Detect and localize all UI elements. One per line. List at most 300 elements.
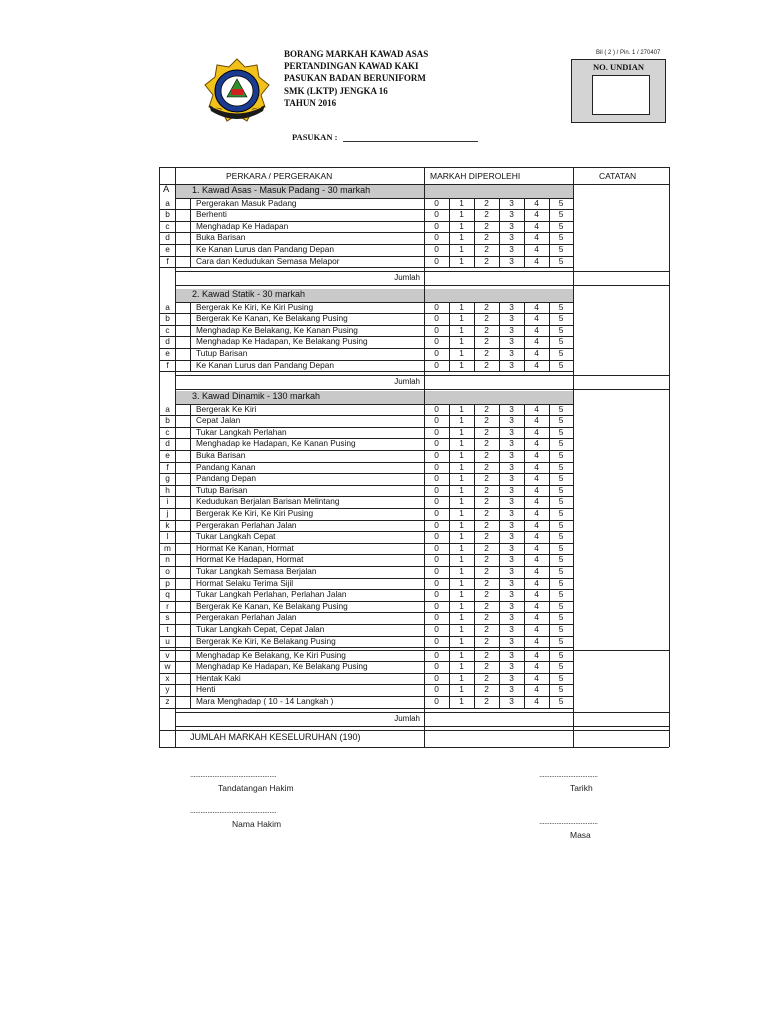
score-option[interactable]: 2 — [484, 649, 489, 660]
score-option[interactable]: 3 — [509, 507, 514, 518]
score-option[interactable]: 0 — [434, 197, 439, 208]
score-option[interactable]: 5 — [558, 301, 564, 312]
score-option[interactable]: 4 — [534, 220, 539, 231]
score-option[interactable]: 1 — [459, 565, 464, 576]
score-option[interactable]: 0 — [434, 684, 439, 695]
score-option[interactable]: 5 — [558, 684, 564, 695]
score-option[interactable]: 0 — [434, 507, 439, 518]
item-letter: d — [165, 336, 170, 347]
item-label: Pergerakan Perlahan Jalan — [196, 612, 297, 623]
score-option[interactable]: 3 — [509, 197, 514, 208]
score-option[interactable]: 2 — [484, 461, 489, 472]
item-label: Menghadap ke Hadapan, Ke Kanan Pusing — [196, 438, 356, 449]
score-option[interactable]: 2 — [484, 577, 489, 588]
score-option[interactable]: 4 — [534, 209, 539, 220]
item-label: Henti — [196, 684, 216, 695]
score-option[interactable]: 4 — [534, 554, 539, 565]
score-option[interactable]: 2 — [484, 209, 489, 220]
grand-total-label: JUMLAH MARKAH KESELURUHAN (190) — [190, 732, 361, 742]
score-option[interactable]: 0 — [434, 623, 439, 634]
score-option[interactable]: 1 — [459, 415, 464, 426]
score-option[interactable]: 0 — [434, 542, 439, 553]
score-option[interactable]: 5 — [558, 415, 564, 426]
score-option[interactable]: 3 — [509, 684, 514, 695]
score-option[interactable]: 0 — [434, 220, 439, 231]
pasukan-field[interactable] — [343, 141, 478, 142]
score-option[interactable]: 0 — [434, 589, 439, 600]
score-option[interactable]: 3 — [509, 403, 514, 414]
score-option[interactable]: 3 — [509, 255, 514, 266]
score-option[interactable]: 1 — [459, 635, 464, 646]
score-option[interactable]: 1 — [459, 324, 464, 335]
score-option[interactable]: 0 — [434, 635, 439, 646]
score-option[interactable]: 0 — [434, 313, 439, 324]
score-option[interactable]: 4 — [534, 589, 539, 600]
score-option[interactable]: 5 — [558, 635, 564, 646]
score-option[interactable]: 0 — [434, 519, 439, 530]
table-rule — [190, 302, 191, 372]
score-option[interactable]: 3 — [509, 473, 514, 484]
item-letter: z — [165, 696, 170, 706]
score-option[interactable]: 1 — [459, 661, 464, 672]
score-option[interactable]: 2 — [484, 313, 489, 324]
table-rule — [175, 726, 669, 727]
masa-label: Masa — [570, 830, 591, 840]
score-option[interactable]: 2 — [484, 612, 489, 623]
score-option[interactable]: 1 — [459, 696, 464, 706]
table-rule — [159, 730, 669, 731]
score-option[interactable]: 3 — [509, 649, 514, 660]
score-option[interactable]: 5 — [558, 313, 564, 324]
score-option[interactable]: 1 — [459, 554, 464, 565]
item-label: Bergerak Ke Kiri, Ke Kiri Pusing — [196, 507, 314, 518]
score-option[interactable]: 2 — [484, 255, 489, 266]
item-letter: j — [166, 507, 169, 518]
item-letter: o — [165, 565, 170, 576]
score-option[interactable]: 2 — [484, 554, 489, 565]
score-option[interactable]: 3 — [509, 496, 514, 507]
score-option[interactable]: 5 — [558, 649, 564, 660]
score-option[interactable]: 1 — [459, 255, 464, 266]
score-option[interactable]: 1 — [459, 301, 464, 312]
item-label: Tukar Langkah Cepat, Cepat Jalan — [196, 623, 325, 634]
score-option[interactable]: 5 — [558, 484, 564, 495]
score-option[interactable]: 0 — [434, 649, 439, 660]
score-option[interactable]: 4 — [534, 565, 539, 576]
score-option[interactable]: 2 — [484, 635, 489, 646]
score-option[interactable]: 0 — [434, 324, 439, 335]
score-option[interactable]: 4 — [534, 449, 539, 460]
score-option[interactable]: 0 — [434, 461, 439, 472]
table-rule — [549, 198, 550, 268]
score-option[interactable]: 3 — [509, 313, 514, 324]
no-undian-field[interactable] — [592, 75, 650, 115]
score-option[interactable]: 3 — [509, 232, 514, 243]
score-option[interactable]: 0 — [434, 577, 439, 588]
score-option[interactable]: 5 — [558, 426, 564, 437]
score-option[interactable]: 3 — [509, 484, 514, 495]
score-option[interactable]: 2 — [484, 484, 489, 495]
item-letter: x — [165, 672, 170, 683]
score-option[interactable]: 3 — [509, 672, 514, 683]
section-band — [425, 391, 573, 404]
header-line: PASUKAN BADAN BERUNIFORM — [284, 73, 426, 84]
table-rule — [524, 404, 525, 708]
item-label: Bergerak Ke Kiri, Ke Kiri Pusing — [196, 301, 314, 312]
score-option[interactable]: 4 — [534, 531, 539, 542]
score-option[interactable]: 1 — [459, 449, 464, 460]
score-option[interactable]: 4 — [534, 484, 539, 495]
score-option[interactable]: 4 — [534, 542, 539, 553]
name-line[interactable]: .................................................. — [190, 806, 277, 815]
score-option[interactable]: 0 — [434, 672, 439, 683]
item-label: Hormat Ke Hadapan, Hormat — [196, 554, 304, 565]
item-label: Menghadap Ke Belakang, Ke Kiri Pusing — [196, 649, 346, 660]
score-option[interactable]: 4 — [534, 600, 539, 611]
score-option[interactable]: 4 — [534, 661, 539, 672]
table-rule — [474, 404, 475, 708]
score-option[interactable]: 2 — [484, 473, 489, 484]
score-option[interactable]: 4 — [534, 415, 539, 426]
table-rule — [190, 198, 191, 268]
score-option[interactable]: 5 — [558, 612, 564, 623]
signature-line[interactable]: .................................................. — [190, 770, 277, 779]
score-option[interactable]: 0 — [434, 496, 439, 507]
score-option[interactable]: 0 — [434, 554, 439, 565]
score-option[interactable]: 0 — [434, 209, 439, 220]
score-option[interactable]: 3 — [509, 426, 514, 437]
score-option[interactable]: 5 — [558, 232, 564, 243]
col-markah-header: MARKAH DIPEROLEHI — [430, 171, 521, 181]
score-option[interactable]: 5 — [558, 255, 564, 266]
score-option[interactable]: 1 — [459, 232, 464, 243]
score-option[interactable]: 1 — [459, 623, 464, 634]
item-label: Tutup Barisan — [196, 347, 248, 358]
score-option[interactable]: 2 — [484, 672, 489, 683]
score-option[interactable]: 4 — [534, 336, 539, 347]
score-option[interactable]: 4 — [534, 197, 539, 208]
score-option[interactable]: 5 — [558, 589, 564, 600]
score-option[interactable]: 3 — [509, 612, 514, 623]
score-option[interactable]: 3 — [509, 696, 514, 706]
score-option[interactable]: 5 — [558, 672, 564, 683]
score-option[interactable]: 2 — [484, 519, 489, 530]
score-option[interactable]: 2 — [484, 359, 489, 370]
score-option[interactable]: 1 — [459, 672, 464, 683]
score-option[interactable]: 3 — [509, 554, 514, 565]
score-option[interactable]: 1 — [459, 519, 464, 530]
score-option[interactable]: 3 — [509, 359, 514, 370]
score-option[interactable]: 2 — [484, 232, 489, 243]
item-label: Pandang Depan — [196, 473, 256, 484]
score-option[interactable]: 0 — [434, 696, 439, 706]
score-option[interactable]: 1 — [459, 600, 464, 611]
item-label: Kedudukan Berjalan Barisan Melintang — [196, 496, 340, 507]
score-option[interactable]: 2 — [484, 449, 489, 460]
score-option[interactable]: 4 — [534, 438, 539, 449]
score-option[interactable]: 1 — [459, 438, 464, 449]
score-option[interactable]: 1 — [459, 577, 464, 588]
score-option[interactable]: 5 — [558, 347, 564, 358]
score-option[interactable]: 4 — [534, 623, 539, 634]
score-option[interactable]: 1 — [459, 612, 464, 623]
score-option[interactable]: 3 — [509, 531, 514, 542]
score-option[interactable]: 3 — [509, 209, 514, 220]
item-label: Buka Barisan — [196, 449, 246, 460]
score-option[interactable]: 1 — [459, 359, 464, 370]
score-option[interactable]: 4 — [534, 255, 539, 266]
score-option[interactable]: 0 — [434, 255, 439, 266]
score-option[interactable]: 5 — [558, 496, 564, 507]
section-band — [425, 289, 573, 302]
score-option[interactable]: 2 — [484, 696, 489, 706]
table-rule — [474, 198, 475, 268]
score-option[interactable]: 2 — [484, 496, 489, 507]
score-option[interactable]: 1 — [459, 473, 464, 484]
score-option[interactable]: 2 — [484, 220, 489, 231]
score-option[interactable]: 2 — [484, 243, 489, 254]
score-option[interactable]: 5 — [558, 623, 564, 634]
score-option[interactable]: 2 — [484, 324, 489, 335]
score-option[interactable]: 5 — [558, 359, 564, 370]
score-option[interactable]: 0 — [434, 484, 439, 495]
score-option[interactable]: 4 — [534, 612, 539, 623]
score-option[interactable]: 3 — [509, 347, 514, 358]
tarikh-label: Tarikh — [570, 783, 593, 793]
score-option[interactable]: 5 — [558, 473, 564, 484]
score-option[interactable]: 5 — [558, 220, 564, 231]
score-option[interactable]: 0 — [434, 661, 439, 672]
table-rule — [449, 302, 450, 372]
score-option[interactable]: 3 — [509, 519, 514, 530]
score-option[interactable]: 0 — [434, 359, 439, 370]
item-letter: t — [166, 623, 169, 634]
section-title: 3. Kawad Dinamik - 130 markah — [176, 391, 424, 404]
score-option[interactable]: 0 — [434, 336, 439, 347]
score-option[interactable]: 3 — [509, 461, 514, 472]
score-option[interactable]: 5 — [558, 461, 564, 472]
score-option[interactable]: 5 — [558, 449, 564, 460]
score-option[interactable]: 2 — [484, 403, 489, 414]
score-option[interactable]: 4 — [534, 519, 539, 530]
score-option[interactable]: 3 — [509, 600, 514, 611]
score-option[interactable]: 0 — [434, 473, 439, 484]
score-option[interactable]: 5 — [558, 661, 564, 672]
score-option[interactable]: 5 — [558, 209, 564, 220]
date-line[interactable]: .................................. — [539, 770, 598, 779]
score-option[interactable]: 0 — [434, 600, 439, 611]
score-option[interactable]: 2 — [484, 531, 489, 542]
score-option[interactable]: 3 — [509, 243, 514, 254]
score-option[interactable]: 3 — [509, 589, 514, 600]
score-option[interactable]: 0 — [434, 449, 439, 460]
score-option[interactable]: 1 — [459, 484, 464, 495]
item-letter: v — [165, 649, 170, 660]
score-option[interactable]: 0 — [434, 565, 439, 576]
score-option[interactable]: 1 — [459, 336, 464, 347]
score-option[interactable]: 5 — [558, 696, 564, 706]
item-letter: e — [165, 243, 170, 254]
score-option[interactable]: 4 — [534, 313, 539, 324]
item-letter: d — [165, 232, 170, 243]
score-option[interactable]: 4 — [534, 403, 539, 414]
score-option[interactable]: 4 — [534, 359, 539, 370]
table-rule — [159, 647, 573, 648]
score-option[interactable]: 5 — [558, 243, 564, 254]
score-option[interactable]: 0 — [434, 426, 439, 437]
score-option[interactable]: 1 — [459, 461, 464, 472]
score-option[interactable]: 2 — [484, 589, 489, 600]
item-label: Pergerakan Perlahan Jalan — [196, 519, 297, 530]
score-option[interactable]: 3 — [509, 336, 514, 347]
score-option[interactable]: 0 — [434, 531, 439, 542]
score-option[interactable]: 2 — [484, 438, 489, 449]
score-option[interactable]: 5 — [558, 507, 564, 518]
score-option[interactable]: 2 — [484, 336, 489, 347]
score-option[interactable]: 1 — [459, 197, 464, 208]
score-option[interactable]: 4 — [534, 301, 539, 312]
score-option[interactable]: 0 — [434, 415, 439, 426]
score-option[interactable]: 2 — [484, 426, 489, 437]
table-rule — [499, 302, 500, 372]
score-option[interactable]: 2 — [484, 623, 489, 634]
item-letter: s — [165, 612, 170, 623]
item-letter: u — [165, 635, 170, 646]
score-option[interactable]: 2 — [484, 600, 489, 611]
score-option[interactable]: 1 — [459, 684, 464, 695]
score-option[interactable]: 2 — [484, 415, 489, 426]
score-option[interactable]: 3 — [509, 623, 514, 634]
item-label: Buka Barisan — [196, 232, 246, 243]
hakim-name-label: Nama Hakim — [232, 819, 282, 829]
score-option[interactable]: 3 — [509, 635, 514, 646]
pasukan-label: PASUKAN : — [292, 132, 338, 142]
header-line: TAHUN 2016 — [284, 97, 337, 108]
score-option[interactable]: 5 — [558, 565, 564, 576]
score-option[interactable]: 3 — [509, 324, 514, 335]
score-option[interactable]: 3 — [509, 220, 514, 231]
score-option[interactable]: 2 — [484, 347, 489, 358]
score-option[interactable]: 3 — [509, 301, 514, 312]
item-letter: w — [164, 661, 171, 672]
item-letter: b — [165, 209, 170, 220]
score-option[interactable]: 4 — [534, 649, 539, 660]
table-rule — [524, 198, 525, 268]
score-option[interactable]: 0 — [434, 403, 439, 414]
item-label: Hormat Ke Kanan, Hormat — [196, 542, 294, 553]
time-line[interactable]: .................................. — [539, 817, 598, 826]
table-rule — [474, 302, 475, 372]
score-option[interactable]: 1 — [459, 209, 464, 220]
score-option[interactable]: 4 — [534, 347, 539, 358]
score-option[interactable]: 1 — [459, 649, 464, 660]
score-option[interactable]: 0 — [434, 243, 439, 254]
score-option[interactable]: 4 — [534, 507, 539, 518]
score-option[interactable]: 5 — [558, 519, 564, 530]
section-title: 1. Kawad Asas - Masuk Padang - 30 markah — [176, 185, 424, 198]
jumlah-label: Jumlah — [394, 273, 420, 283]
score-option[interactable]: 3 — [509, 661, 514, 672]
header-line: PERTANDINGAN KAWAD KAKI — [284, 61, 419, 72]
score-option[interactable]: 3 — [509, 565, 514, 576]
score-option[interactable]: 3 — [509, 415, 514, 426]
score-option[interactable]: 4 — [534, 696, 539, 706]
score-option[interactable]: 5 — [558, 531, 564, 542]
score-option[interactable]: 4 — [534, 324, 539, 335]
score-option[interactable]: 1 — [459, 531, 464, 542]
item-letter: h — [165, 484, 170, 495]
score-option[interactable]: 1 — [459, 542, 464, 553]
score-option[interactable]: 4 — [534, 577, 539, 588]
score-option[interactable]: 1 — [459, 507, 464, 518]
item-letter: c — [165, 324, 170, 335]
score-option[interactable]: 1 — [459, 426, 464, 437]
score-option[interactable]: 4 — [534, 635, 539, 646]
score-option[interactable]: 5 — [558, 554, 564, 565]
table-rule — [175, 285, 669, 286]
score-option[interactable]: 2 — [484, 197, 489, 208]
score-option[interactable]: 4 — [534, 232, 539, 243]
item-label: Hentak Kaki — [196, 672, 241, 683]
score-option[interactable]: 4 — [534, 496, 539, 507]
item-letter: a — [165, 197, 170, 208]
score-option[interactable]: 5 — [558, 600, 564, 611]
score-option[interactable]: 1 — [459, 403, 464, 414]
col-perkara-header: PERKARA / PERGERAKAN — [226, 171, 333, 181]
score-option[interactable]: 0 — [434, 301, 439, 312]
score-option[interactable]: 2 — [484, 565, 489, 576]
score-option[interactable]: 3 — [509, 438, 514, 449]
score-option[interactable]: 1 — [459, 347, 464, 358]
item-letter: c — [165, 220, 170, 231]
item-label: Menghadap Ke Hadapan, Ke Belakang Pusing — [196, 336, 368, 347]
item-letter: y — [165, 684, 170, 695]
score-option[interactable]: 2 — [484, 684, 489, 695]
score-option[interactable]: 1 — [459, 220, 464, 231]
score-option[interactable]: 4 — [534, 426, 539, 437]
score-option[interactable]: 1 — [459, 243, 464, 254]
score-option[interactable]: 0 — [434, 347, 439, 358]
item-label: Menghadap Ke Hadapan — [196, 220, 289, 231]
score-option[interactable]: 5 — [558, 577, 564, 588]
score-option[interactable]: 2 — [484, 661, 489, 672]
score-option[interactable]: 5 — [558, 324, 564, 335]
score-option[interactable]: 1 — [459, 313, 464, 324]
score-option[interactable]: 5 — [558, 403, 564, 414]
score-option[interactable]: 0 — [434, 232, 439, 243]
score-option[interactable]: 0 — [434, 612, 439, 623]
score-option[interactable]: 4 — [534, 243, 539, 254]
score-option[interactable]: 3 — [509, 577, 514, 588]
score-option[interactable]: 2 — [484, 301, 489, 312]
score-option[interactable]: 4 — [534, 473, 539, 484]
score-option[interactable]: 1 — [459, 496, 464, 507]
score-option[interactable]: 5 — [558, 438, 564, 449]
item-letter: f — [166, 461, 169, 472]
score-option[interactable]: 5 — [558, 197, 564, 208]
score-option[interactable]: 0 — [434, 438, 439, 449]
score-option[interactable]: 5 — [558, 336, 564, 347]
score-option[interactable]: 3 — [509, 449, 514, 460]
score-option[interactable]: 1 — [459, 589, 464, 600]
score-option[interactable]: 3 — [509, 542, 514, 553]
score-option[interactable]: 4 — [534, 672, 539, 683]
score-option[interactable]: 5 — [558, 542, 564, 553]
score-option[interactable]: 2 — [484, 507, 489, 518]
score-option[interactable]: 2 — [484, 542, 489, 553]
score-option[interactable]: 4 — [534, 684, 539, 695]
score-option[interactable]: 4 — [534, 461, 539, 472]
